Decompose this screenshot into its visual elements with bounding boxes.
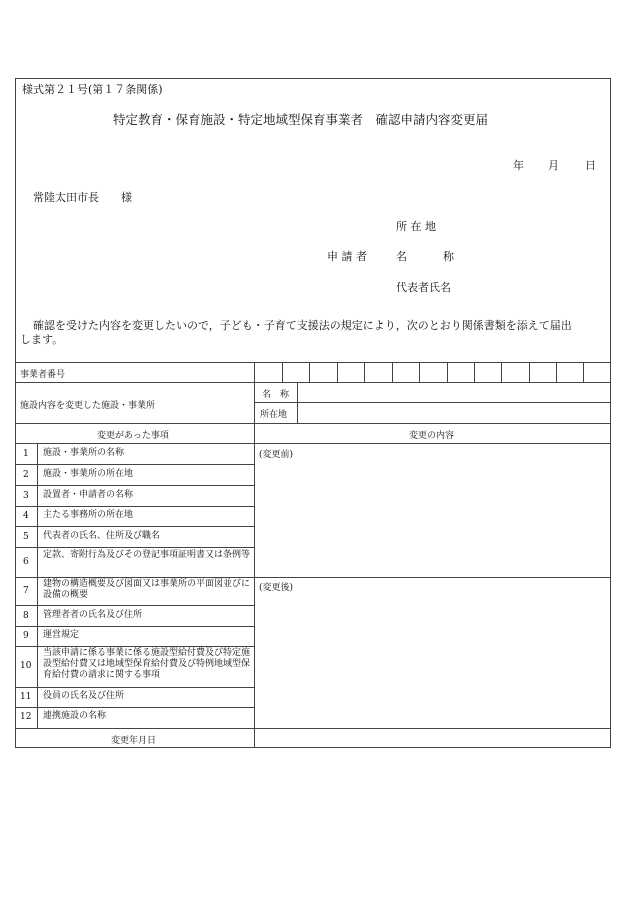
changed-items-header: 変更があった事項 <box>97 431 169 441</box>
item-text: 当該申請に係る事業に係る施設型給付費及び特定施設型給付費又は地域型保育給付費及び特例地域型保育給付費の請求に関する事項 <box>43 648 251 680</box>
addressee: 常陸太田市長 様 <box>33 191 132 204</box>
item-number: 3 <box>23 491 29 501</box>
digit-box-divider <box>474 362 475 382</box>
item-text: 運営規定 <box>43 630 80 640</box>
applicant-name-char1: 名 <box>396 250 407 263</box>
item-divider <box>15 464 254 465</box>
body-text-line1: 確認を受けた内容を変更したいので，子ども・子育て支援法の規定により，次のとおり関係書類を添えて届出 <box>33 319 572 332</box>
item-divider <box>15 687 254 688</box>
item-text: 連携施設の名称 <box>43 711 107 721</box>
applicant-name-char2: 称 <box>443 250 454 263</box>
item-number: 6 <box>23 557 29 567</box>
item-divider <box>15 526 254 527</box>
item-text: 代表者の氏名、住所及び職名 <box>43 531 161 541</box>
item-number: 1 <box>23 449 29 459</box>
item-divider <box>15 547 254 548</box>
column-divider <box>254 362 255 748</box>
row-divider <box>15 423 611 424</box>
business-number-label: 事業者番号 <box>20 370 66 380</box>
date-day: 日 <box>585 159 596 172</box>
before-change-label: (変更前) <box>259 450 294 460</box>
item-number: 9 <box>23 631 29 641</box>
item-divider <box>15 577 254 578</box>
change-date-label: 変更年月日 <box>111 736 157 746</box>
digit-box-divider <box>309 362 310 382</box>
digit-box-divider <box>392 362 393 382</box>
applicant-address-label: 所 在 地 <box>396 220 436 233</box>
digit-box-divider <box>282 362 283 382</box>
facility-label-divider <box>297 382 298 423</box>
digit-box-divider <box>529 362 530 382</box>
digit-box-divider <box>419 362 420 382</box>
item-number: 10 <box>20 661 32 671</box>
item-text: 役員の氏名及び住所 <box>43 691 125 701</box>
row-divider <box>15 382 611 383</box>
facility-label: 施設内容を変更した施設・事業所 <box>20 401 156 411</box>
item-number: 7 <box>23 586 29 596</box>
item-number: 2 <box>23 470 29 480</box>
form-number-label: 様式第２１号(第１７条関係) <box>22 83 163 96</box>
item-number: 12 <box>20 712 32 722</box>
date-year: 年 <box>513 159 524 172</box>
item-number: 11 <box>20 692 32 702</box>
item-divider <box>15 646 254 647</box>
row-divider <box>254 402 611 403</box>
item-divider <box>15 707 254 708</box>
digit-box-divider <box>447 362 448 382</box>
item-divider <box>15 506 254 507</box>
row-divider <box>15 443 611 444</box>
change-content-header: 変更の内容 <box>409 431 455 441</box>
item-text: 施設・事業所の名称 <box>43 448 125 458</box>
item-text: 管理者者の氏名及び住所 <box>43 610 143 620</box>
facility-name-label: 名 称 <box>262 390 290 400</box>
representative-label: 代表者氏名 <box>396 281 451 294</box>
item-divider <box>15 626 254 627</box>
digit-box-divider <box>337 362 338 382</box>
body-text-line2: します。 <box>20 333 64 346</box>
after-change-label: (変更後) <box>259 583 294 593</box>
applicant-label: 申 請 者 <box>327 250 367 263</box>
item-number: 4 <box>23 511 29 521</box>
item-text: 施設・事業所の所在地 <box>43 469 134 479</box>
item-text: 主たる事務所の所在地 <box>43 510 134 520</box>
row-divider <box>15 728 611 729</box>
number-column-divider <box>37 443 38 728</box>
date-month: 月 <box>548 159 559 172</box>
before-after-divider <box>254 577 611 578</box>
form-title: 特定教育・保育施設・特定地域型保育事業者 確認申請内容変更届 <box>113 112 489 127</box>
item-divider <box>15 485 254 486</box>
item-number: 5 <box>23 532 29 542</box>
digit-box-divider <box>556 362 557 382</box>
item-number: 8 <box>23 611 29 621</box>
digit-box-divider <box>501 362 502 382</box>
table-top-border <box>15 362 611 363</box>
item-divider <box>15 605 254 606</box>
item-text: 建物の構造概要及び図面又は事業所の平面図並びに設備の概要 <box>43 579 251 600</box>
item-text: 定款、寄附行為及びその登記事項証明書又は条例等 <box>43 550 251 560</box>
digit-box-divider <box>364 362 365 382</box>
facility-location-label: 所在地 <box>260 410 288 420</box>
digit-box-divider <box>583 362 584 382</box>
item-text: 設置者・申請者の名称 <box>43 490 134 500</box>
